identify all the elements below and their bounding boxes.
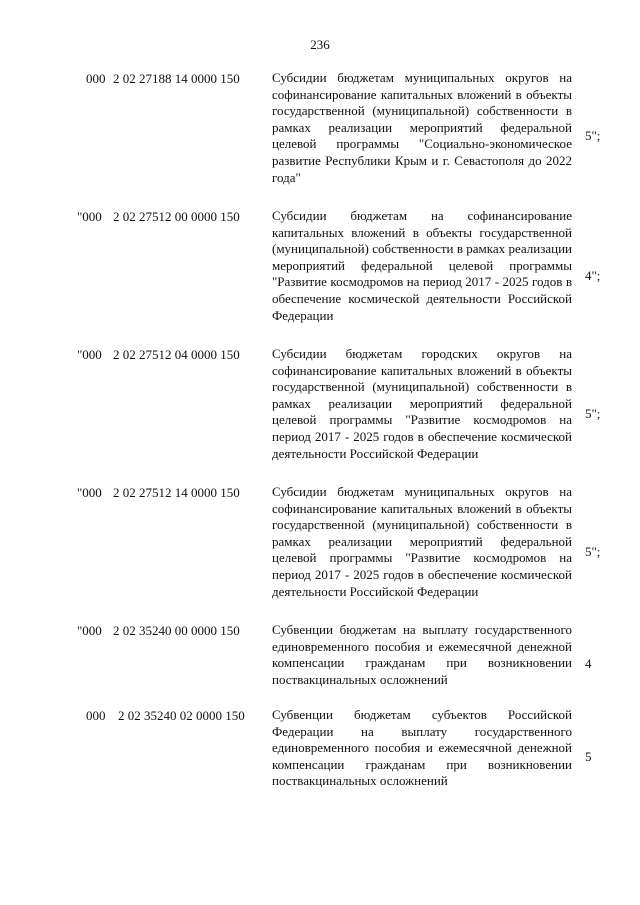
row-description: Субвенции бюджетам на выплату государственного единовременного пособия и ежемесячной денежной компенсации гражданам при возникновении поствакцинальных осложнений bbox=[272, 622, 572, 687]
row-code-prefix: "000 bbox=[77, 209, 102, 224]
row-description: Субсидии бюджетам на софинансирование капитальных вложений в объекты государственной (муниципальной) собственности в рамках реализации мероприятий федеральной целевой программы "Развитие космодромов на период 2017 - 2025 годов в обеспечение космической деятельности Российской Федерации bbox=[272, 208, 572, 323]
row-budget-code: 2 02 35240 00 0000 150 bbox=[113, 623, 240, 638]
row-budget-code: 2 02 27188 14 0000 150 bbox=[113, 71, 240, 86]
row-description: Субсидии бюджетам городских округов на софинансирование капитальных вложений в объекты государственной (муниципальной) собственности в рамках реализации мероприятий федеральной целевой программы "Развитие космодромов на период 2017 - 2025 годов в обеспечение космической деятельности Российской Федерации bbox=[272, 346, 572, 461]
row-description: Субсидии бюджетам муниципальных округов на софинансирование капитальных вложений в объекты государственной (муниципальной) собственности в рамках реализации мероприятий федеральной целевой программы "Социально-экономическое развитие Республики Крым и г. Севастополя до 2022 года" bbox=[272, 70, 572, 185]
row-budget-code: 2 02 27512 14 0000 150 bbox=[113, 485, 240, 500]
row-rate: 5 bbox=[585, 749, 592, 764]
row-rate: 5"; bbox=[585, 544, 601, 559]
row-code-prefix: "000 bbox=[77, 485, 102, 500]
row-description: Субсидии бюджетам муниципальных округов на софинансирование капитальных вложений в объекты государственной (муниципальной) собственности в рамках реализации мероприятий федеральной целевой программы "Развитие космодромов на период 2017 - 2025 годов в обеспечение космической деятельности Российской Федерации bbox=[272, 484, 572, 599]
row-rate: 5"; bbox=[585, 406, 601, 421]
row-code-prefix: 000 bbox=[86, 71, 106, 86]
row-code-prefix: 000 bbox=[86, 708, 106, 723]
row-rate: 4 bbox=[585, 656, 592, 671]
page-number: 236 bbox=[310, 37, 330, 52]
row-rate: 4"; bbox=[585, 268, 601, 283]
row-rate: 5"; bbox=[585, 128, 601, 143]
row-budget-code: 2 02 35240 02 0000 150 bbox=[118, 708, 245, 723]
row-budget-code: 2 02 27512 04 0000 150 bbox=[113, 347, 240, 362]
row-description: Субвенции бюджетам субъектов Российской Федерации на выплату государственного единовременного пособия и ежемесячной денежной компенсации гражданам при возникновении поствакцинальных осложнений bbox=[272, 707, 572, 789]
row-budget-code: 2 02 27512 00 0000 150 bbox=[113, 209, 240, 224]
row-code-prefix: "000 bbox=[77, 347, 102, 362]
row-code-prefix: "000 bbox=[77, 623, 102, 638]
